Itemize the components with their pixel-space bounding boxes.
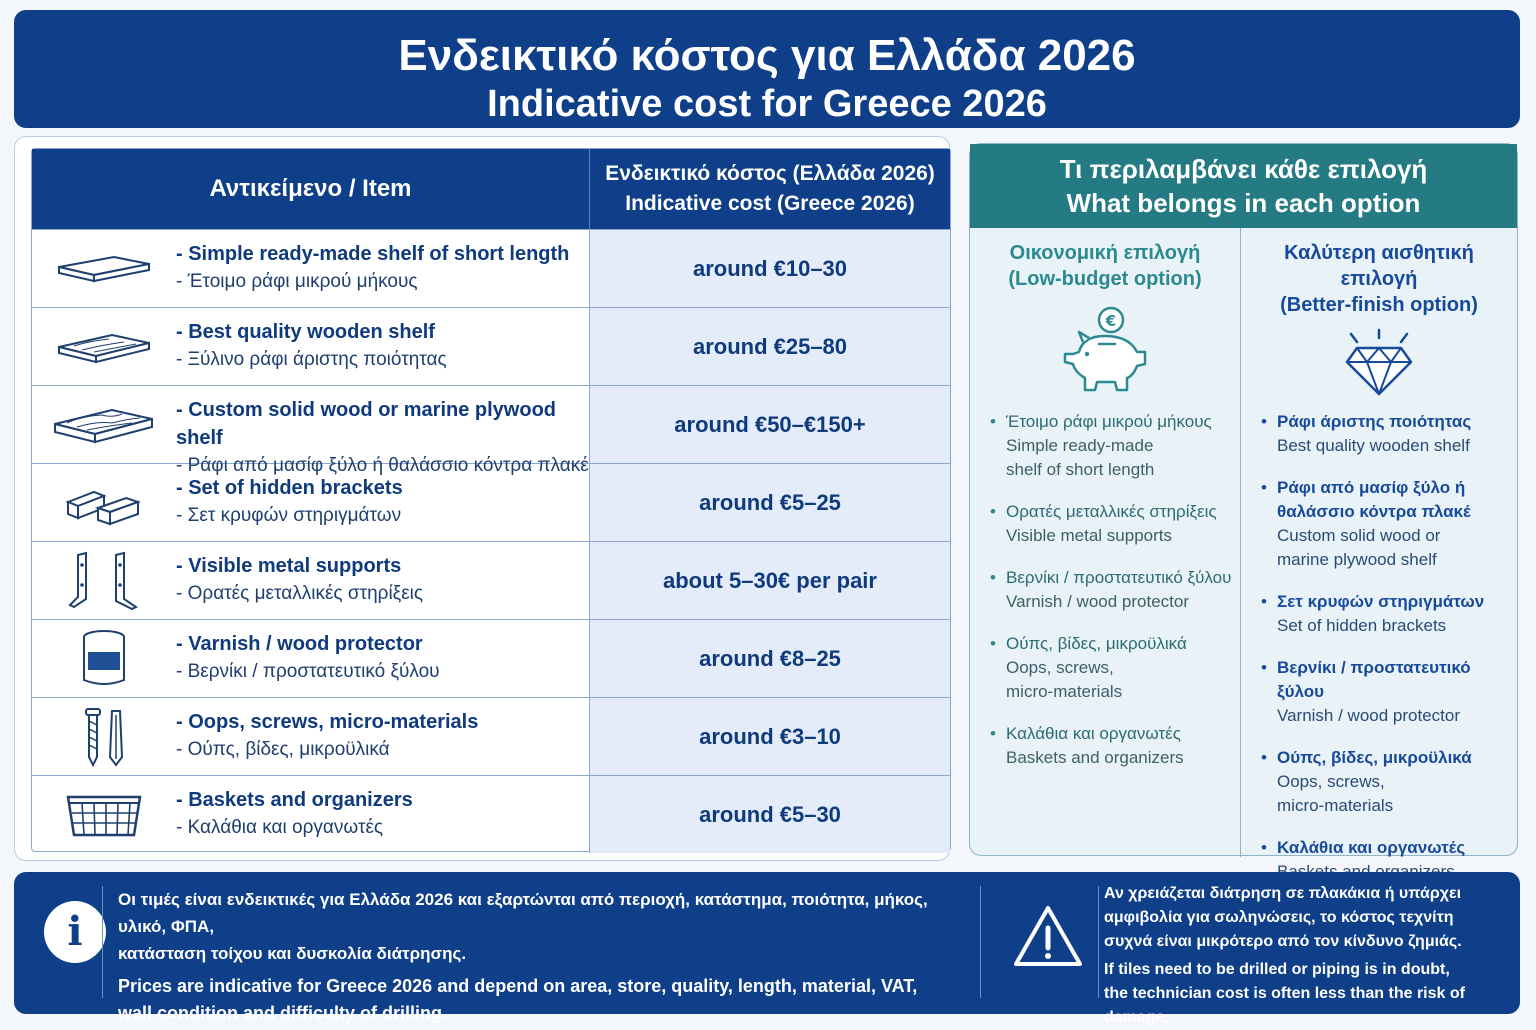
cost-table xyxy=(31,148,951,852)
options-title-gr: Τι περιλαμβάνει κάθε επιλογή xyxy=(1059,154,1428,184)
item-name-en: - Set of hidden brackets xyxy=(176,477,403,499)
item-name-gr: - Ράφι από μασίφ ξύλο ή θαλάσσιο κόντρα πλακέ xyxy=(176,455,589,476)
better-finish-title-en: (Better-finish option) xyxy=(1280,294,1478,316)
item-name-en: - Visible metal supports xyxy=(176,555,402,577)
info-icon: i xyxy=(44,901,106,963)
item-cost: around €3–10 xyxy=(590,698,950,775)
disclaimer-en-line1: Prices are indicative for Greece 2026 and depend on area, store, quality, length, material, VAT, xyxy=(118,976,918,996)
title-banner xyxy=(14,10,1520,128)
table-row xyxy=(32,619,950,697)
low-budget-column xyxy=(970,228,1240,857)
item-name-en: - Best quality wooden shelf xyxy=(176,321,435,343)
column-header-cost xyxy=(590,149,950,229)
divider xyxy=(1098,886,1099,998)
table-row xyxy=(32,463,950,541)
list-item: • Σετ κρυφών στηριγμάτων Set of hidden brackets xyxy=(1241,590,1517,638)
basket-icon xyxy=(32,776,176,853)
list-item: • Ορατές μεταλλικές στηρίξεις Visible metal supports xyxy=(970,500,1240,548)
item-name-gr: - Έτοιμο ράφι μικρού μήκους xyxy=(176,271,418,292)
item-cost: around €25–80 xyxy=(590,308,950,385)
table-row xyxy=(32,775,950,853)
technician-warning xyxy=(1104,882,1516,1030)
better-finish-title-gr: Καλύτερη αισθητική xyxy=(1284,242,1474,264)
table-row xyxy=(32,697,950,775)
item-name-gr: - Ξύλινο ράφι άριστης ποιότητας xyxy=(176,349,447,370)
item-name-gr: - Βερνίκι / προστατευτικό ξύλου xyxy=(176,661,440,682)
table-header xyxy=(32,149,950,229)
warning-en-line1: If tiles need to be drilled or piping is in doubt, xyxy=(1104,961,1450,978)
list-item: • Ράφι από μασίφ ξύλο ή θαλάσσιο κόντρα πλακέ Custom solid wood or marine plywood shelf xyxy=(1241,476,1517,572)
svg-text:€: € xyxy=(1105,312,1117,330)
screws-icon xyxy=(32,698,176,775)
better-finish-title xyxy=(1241,240,1517,318)
warning-icon xyxy=(1012,904,1084,975)
solid-wood-shelf-icon xyxy=(32,386,176,463)
price-disclaimer xyxy=(118,886,978,1027)
warning-gr-line3: συχνά είναι μικρότερο από τον κίνδυνο ζημιάς. xyxy=(1104,933,1462,950)
list-item: • Έτοιμο ράφι μικρού μήκους Simple ready-made shelf of short length xyxy=(970,410,1240,482)
options-header xyxy=(970,144,1517,228)
options-title-en: What belongs in each option xyxy=(1066,188,1421,218)
list-item: • Ούπς, βίδες, μικροϋλικά Oops, screws, micro-materials xyxy=(1241,746,1517,818)
list-item: • Ράφι άριστης ποιότητας Best quality wooden shelf xyxy=(1241,410,1517,458)
better-finish-title-gr2: επιλογή xyxy=(1340,268,1418,290)
title-english: Indicative cost for Greece 2026 xyxy=(487,83,1047,125)
item-cost: around €5–25 xyxy=(590,464,950,541)
varnish-can-icon xyxy=(32,620,176,697)
options-panel xyxy=(969,143,1518,856)
diamond-icon xyxy=(1241,328,1517,398)
disclaimer-gr-line1: Οι τιμές είναι ενδεικτικές για Ελλάδα 2026 και εξαρτώνται από περιοχή, κατάστημα, ποιότητα, μήκος, υλικό, ΦΠΑ, xyxy=(118,890,928,936)
piggy-bank-icon xyxy=(970,306,1240,398)
short-shelf-icon xyxy=(32,230,176,307)
cost-table-panel xyxy=(14,136,950,861)
table-row xyxy=(32,541,950,619)
item-cost: around €5–30 xyxy=(590,776,950,853)
item-name-gr: - Καλάθια και οργανωτές xyxy=(176,817,384,838)
table-row xyxy=(32,229,950,307)
item-name-gr: - Ορατές μεταλλικές στηρίξεις xyxy=(176,583,424,604)
list-item: • Ούπς, βίδες, μικροϋλικά Oops, screws, micro-materials xyxy=(970,632,1240,704)
column-header-cost-gr: Ενδεικτικό κόστος (Ελλάδα 2026) xyxy=(605,162,935,185)
list-item: • Καλάθια και οργανωτές Baskets and organizers xyxy=(970,722,1240,770)
wooden-shelf-icon xyxy=(32,308,176,385)
column-header-item: Αντικείμενο / Item xyxy=(32,149,590,229)
warning-gr-line2: αμφιβολία για σωληνώσεις, το κόστος τεχνίτη xyxy=(1104,909,1454,926)
list-item: • Βερνίκι / προστατευτικό ξύλου Varnish / wood protector xyxy=(1241,656,1517,728)
warning-en-line2: the technician cost is often less than the risk of damage. xyxy=(1104,985,1465,1026)
divider xyxy=(102,886,103,998)
item-name-en: - Varnish / wood protector xyxy=(176,633,423,655)
table-row xyxy=(32,307,950,385)
better-finish-column xyxy=(1240,228,1517,857)
item-name-en: - Custom solid wood or marine plywood shelf xyxy=(176,399,557,449)
low-budget-title xyxy=(970,240,1240,292)
hidden-brackets-icon xyxy=(32,464,176,541)
low-budget-list xyxy=(970,410,1240,788)
list-item: • Καλάθια και οργανωτές xyxy=(1241,836,1517,884)
item-cost: around €8–25 xyxy=(590,620,950,697)
low-budget-title-gr: Οικονομική επιλογή xyxy=(1009,242,1201,264)
item-name-en: - Simple ready-made shelf of short length xyxy=(176,243,570,265)
title-greek: Ενδεικτικό κόστος για Ελλάδα 2026 xyxy=(398,31,1136,80)
low-budget-title-en: (Low-budget option) xyxy=(1008,268,1202,290)
divider xyxy=(980,886,981,998)
disclaimer-en-line2: wall condition and difficulty of drilling. xyxy=(118,1003,447,1023)
item-name-en: - Baskets and organizers xyxy=(176,789,413,811)
item-name-gr: - Ούπς, βίδες, μικροϋλικά xyxy=(176,739,390,760)
item-name-gr: - Σετ κρυφών στηριγμάτων xyxy=(176,505,402,526)
warning-gr-line1: Αν χρειάζεται διάτρηση σε πλακάκια ή υπάρχει xyxy=(1104,885,1462,902)
list-item: • Βερνίκι / προστατευτικό ξύλου Varnish / wood protector xyxy=(970,566,1240,614)
footer-notes xyxy=(14,872,1520,1026)
table-row xyxy=(32,385,950,476)
better-finish-list xyxy=(1241,410,1517,902)
disclaimer-gr-line2: κατάσταση τοίχου και δυσκολία διάτρησης. xyxy=(118,944,467,963)
item-cost: about 5–30€ per pair xyxy=(590,542,950,619)
item-cost: around €50–€150+ xyxy=(590,386,950,463)
item-name-en: - Oops, screws, micro-materials xyxy=(176,711,479,733)
column-header-cost-en: Indicative cost (Greece 2026) xyxy=(625,192,915,215)
metal-supports-icon xyxy=(32,542,176,619)
item-cost: around €10–30 xyxy=(590,230,950,307)
